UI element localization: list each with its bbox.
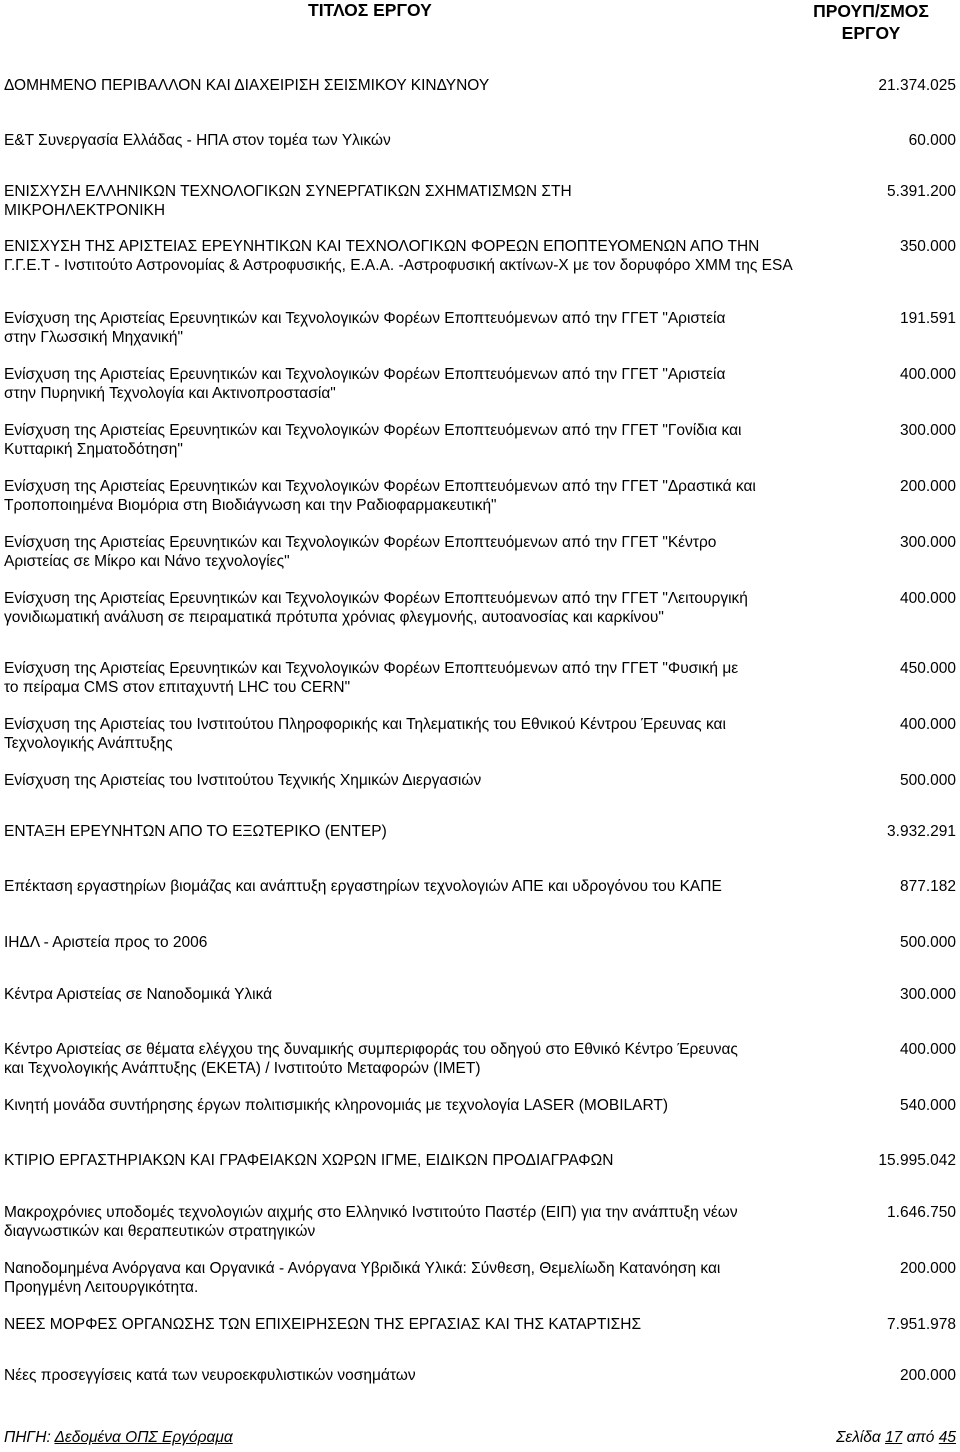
project-budget: 450.000: [899, 660, 956, 677]
page-number: [836, 1428, 956, 1447]
project-title: Ενίσχυση της Αριστείας Ερευνητικών και Τεχνολογικών Φορέων Εποπτευόμενων από την ΓΓΕΤ "Γονίδια και Κυτταρική Σηματοδότηση": [4, 422, 742, 458]
source-note: [4, 1428, 233, 1447]
project-budget: 300.000: [899, 986, 956, 1003]
project-budget: 877.182: [899, 878, 956, 895]
project-title: Επέκταση εργαστηρίων βιομάζας και ανάπτυξη εργαστηρίων τεχνολογιών ΑΠΕ και υδρογόνου του ΚΑΠΕ: [4, 878, 722, 895]
project-budget: 200.000: [899, 478, 956, 495]
project-budget: 400.000: [899, 366, 956, 383]
project-budget: 7.951.978: [887, 1316, 956, 1333]
source-text: Δεδομένα ΟΠΣ Εργόραμα: [54, 1429, 233, 1446]
project-budget: 3.932.291: [887, 823, 956, 840]
page-mid: από: [902, 1429, 939, 1446]
project-title: ΕΝΤΑΞΗ ΕΡΕΥΝΗΤΩΝ ΑΠΟ ΤΟ ΕΞΩΤΕΡΙΚΟ (ΕΝΤΕΡ): [4, 823, 387, 840]
project-title: Νέες προσεγγίσεις κατά των νευροεκφυλιστικών νοσημάτων: [4, 1367, 416, 1384]
project-title: Ενίσχυση της Αριστείας Ερευνητικών και Τεχνολογικών Φορέων Εποπτευόμενων από την ΓΓΕΤ "Φυσική με το πείραμα CMS στον επιταχυντή LHC του CERN": [4, 660, 739, 696]
project-budget: 350.000: [899, 238, 956, 255]
project-budget: 60.000: [908, 132, 956, 149]
title-column-header: ΤΙΤΛΟΣ ΕΡΓΟΥ: [308, 0, 432, 20]
project-title: Μακροχρόνιες υποδομές τεχνολογιών αιχμής στο Ελληνικό Ινστιτούτο Παστέρ (ΕΙΠ) για την ανάπτυξη νέων διαγνωστικών και θεραπευτικών στρατηγικών: [4, 1204, 738, 1240]
project-budget: 540.000: [899, 1097, 956, 1114]
project-title: Ενίσχυση της Αριστείας Ερευνητικών και Τεχνολογικών Φορέων Εποπτευόμενων από την ΓΓΕΤ "Αριστεία στην Πυρηνική Τεχνολογία και Ακτινοπροστασία": [4, 366, 726, 402]
project-budget: 300.000: [899, 422, 956, 439]
project-budget: 200.000: [899, 1367, 956, 1384]
page-current: 17: [885, 1429, 903, 1446]
project-title: Ενίσχυση της Αριστείας Ερευνητικών και Τεχνολογικών Φορέων Εποπτευόμενων από την ΓΓΕΤ "Λειτουργική γονιδιωματική ανάλυση σε πειραματικά πρότυπα χρόνιας φλεγμονής, αυτοανοσίας και καρκίνου": [4, 590, 748, 626]
project-title: Ενίσχυση της Αριστείας του Ινστιτούτου Πληροφορικής και Τηλεματικής του Εθνικού Κέντρου Έρευνας και Τεχνολογικής Ανάπτυξης: [4, 716, 726, 752]
project-title: ΚΤΙΡΙΟ ΕΡΓΑΣΤΗΡΙΑΚΩΝ ΚΑΙ ΓΡΑΦΕΙΑΚΩΝ ΧΩΡΩΝ ΙΓΜΕ, ΕΙΔΙΚΩΝ ΠΡΟΔΙΑΓΡΑΦΩΝ: [4, 1152, 614, 1169]
project-title: Ενίσχυση της Αριστείας Ερευνητικών και Τεχνολογικών Φορέων Εποπτευόμενων από την ΓΓΕΤ "Δραστικά και Τροποποιημένα Βιομόρια στη Βιοδιάγνωση και την Ραδιοφαρμακευτική": [4, 478, 756, 514]
budget-header-line2: ΕΡΓΟΥ: [841, 23, 901, 43]
source-prefix: ΠΗΓΗ:: [4, 1429, 55, 1446]
project-budget: 21.374.025: [878, 77, 956, 94]
project-budget: 400.000: [899, 716, 956, 733]
page-total: 45: [938, 1429, 956, 1446]
project-title: Κέντρα Αριστείας σε Ναnοδομικά Υλικά: [4, 986, 273, 1003]
project-budget: 400.000: [899, 590, 956, 607]
project-budget: 5.391.200: [887, 183, 956, 200]
project-title: Ε&Τ Συνεργασία Ελλάδας - ΗΠΑ στον τομέα των Υλικών: [4, 132, 391, 149]
project-budget: 300.000: [899, 534, 956, 551]
budget-header-line1: ΠΡΟΥΠ/ΣΜΟΣ: [813, 1, 929, 21]
project-title: ΙΗΔΛ - Αριστεία προς το 2006: [4, 934, 208, 951]
project-title: Ενίσχυση της Αριστείας Ερευνητικών και Τεχνολογικών Φορέων Εποπτευόμενων από την ΓΓΕΤ "Αριστεία στην Γλωσσική Μηχανική": [4, 310, 726, 346]
project-title: ΝΕΕΣ ΜΟΡΦΕΣ ΟΡΓΑΝΩΣΗΣ ΤΩΝ ΕΠΙΧΕΙΡΗΣΕΩΝ ΤΗΣ ΕΡΓΑΣΙΑΣ ΚΑΙ ΤΗΣ ΚΑΤΑΡΤΙΣΗΣ: [4, 1316, 642, 1333]
project-budget: 15.995.042: [878, 1152, 956, 1169]
project-title: Ενίσχυση της Αριστείας του Ινστιτούτου Τεχνικής Χημικών Διεργασιών: [4, 772, 482, 789]
project-title: ΕΝΙΣΧΥΣΗ ΕΛΛΗΝΙΚΩΝ ΤΕΧΝΟΛΟΓΙΚΩΝ ΣΥΝΕΡΓΑΤΙΚΩΝ ΣΧΗΜΑΤΙΣΜΩΝ ΣΤΗ ΜΙΚΡΟΗΛΕΚΤΡΟΝΙΚΗ: [4, 183, 572, 219]
page-prefix: Σελίδα: [836, 1429, 886, 1446]
project-budget: 1.646.750: [887, 1204, 956, 1221]
project-budget: 191.591: [899, 310, 956, 327]
project-budget: 500.000: [899, 772, 956, 789]
project-budget: 400.000: [899, 1041, 956, 1058]
project-title: Ενίσχυση της Αριστείας Ερευνητικών και Τεχνολογικών Φορέων Εποπτευόμενων από την ΓΓΕΤ "Κέντρο Αριστείας σε Μίκρο και Νάνο τεχνολογίες": [4, 534, 717, 570]
project-budget: 500.000: [899, 934, 956, 951]
project-title: Κινητή μονάδα συντήρησης έργων πολιτισμικής κληρονομιάς με τεχνολογία LASER (MOBILART): [4, 1097, 669, 1114]
project-title: ΕΝΙΣΧΥΣΗ ΤΗΣ ΑΡΙΣΤΕΙΑΣ ΕΡΕΥΝΗΤΙΚΩΝ ΚΑΙ ΤΕΧΝΟΛΟΓΙΚΩΝ ΦΟΡΕΩΝ ΕΠΟΠΤΕΥΟΜΕΝΩΝ ΑΠΟ ΤΗΝ Γ.Γ.Ε.Τ - Ινστιτούτο Αστρονομίας & Αστροφυσικής, Ε.Α.Α. -Αστροφυσική ακτίνων-Χ με τον δορυφόρο XMM της ESA: [4, 238, 793, 274]
project-title: Ναnοδομημένα Ανόργανα και Οργανικά - Ανόργανα Υβριδικά Υλικά: Σύνθεση, Θεμελίωδη Κατανόηση και Προηγμένη Λειτουργικότητα.: [4, 1260, 721, 1296]
project-title: Κέντρο Αριστείας σε θέματα ελέγχου της δυναμικής συμπεριφοράς του οδηγού στο Εθνικό Κέντρο Έρευνας και Τεχνολογικής Ανάπτυξης (ΕΚΕΤΑ) / Ινστιτούτο Μεταφορών (ΙΜΕΤ): [4, 1041, 738, 1077]
budget-column-header: [796, 0, 946, 44]
project-budget: 200.000: [899, 1260, 956, 1277]
table-header: [0, 0, 960, 48]
project-title: ΔΟΜΗΜΕΝΟ ΠΕΡΙΒΑΛΛΟΝ ΚΑΙ ΔΙΑΧΕΙΡΙΣΗ ΣΕΙΣΜΙΚΟΥ ΚΙΝΔΥΝΟΥ: [4, 77, 490, 94]
